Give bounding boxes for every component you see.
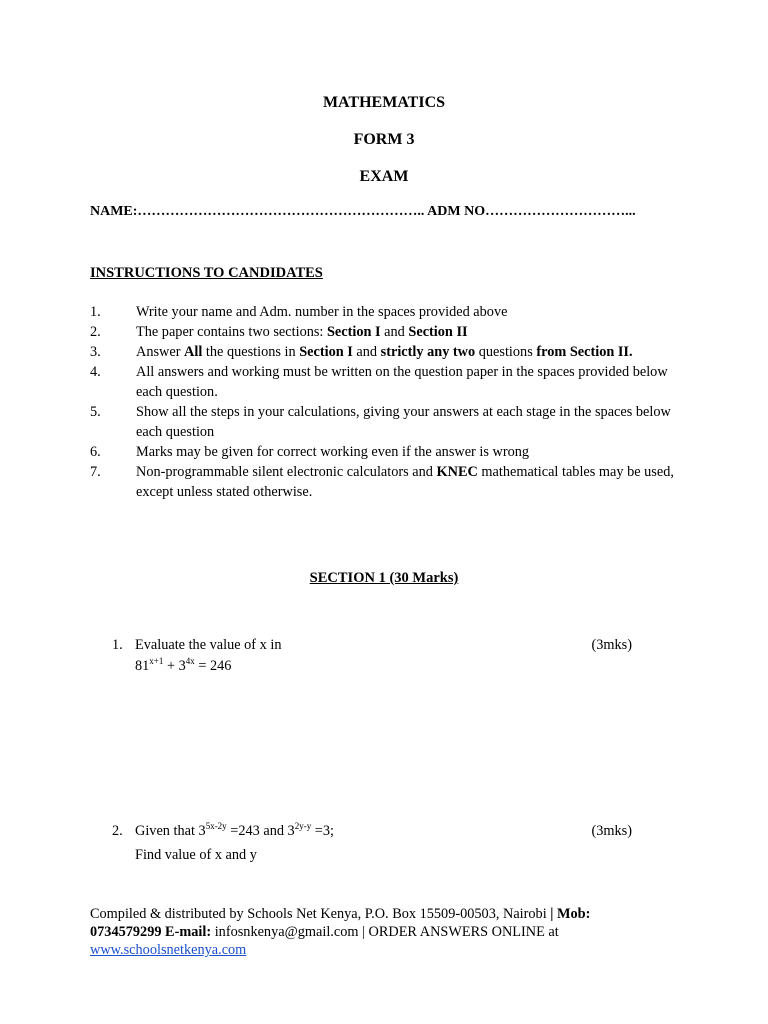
instruction-text: Write your name and Adm. number in the spaces provided above xyxy=(136,304,508,320)
instruction-item xyxy=(90,302,680,322)
instruction-number: 7. xyxy=(90,464,101,480)
question-marks: (3mks) xyxy=(591,637,632,653)
instruction-number: 5. xyxy=(90,404,101,420)
footer xyxy=(90,905,650,959)
footer-separator: | xyxy=(550,906,554,922)
subject-title: MATHEMATICS xyxy=(322,94,446,111)
instruction-item xyxy=(90,362,680,402)
instruction-text: Show all the steps in your calculations, giving your answers at each stage in the spaces below each question xyxy=(136,404,671,440)
instruction-item xyxy=(90,462,680,502)
question-number: 2. xyxy=(112,823,123,839)
name-adm-line: NAME:…………………………………………………….. ADM NO…………………………... xyxy=(90,204,636,219)
question-subtext: Find value of x and y xyxy=(135,847,257,863)
question-1 xyxy=(112,635,632,677)
section-heading: SECTION 1 (30 Marks) xyxy=(309,570,459,586)
instruction-text: Answer All the questions in Section I and strictly any two questions from Section II. xyxy=(136,344,633,360)
form-title: FORM 3 xyxy=(353,131,415,148)
instruction-number: 4. xyxy=(90,364,101,380)
instructions-list xyxy=(90,302,680,502)
footer-email: infosnkenya@gmail.com | ORDER ANSWERS ONLINE at xyxy=(211,924,559,940)
question-text: Given that $3^{5x-2y} =243$ and $3^{2y-y} =3$; xyxy=(135,821,334,839)
instruction-item xyxy=(90,322,680,342)
question-text: Evaluate the value of x in xyxy=(135,637,282,653)
footer-website-link[interactable]: www.schoolsnetkenya.com xyxy=(90,942,247,958)
question-number: 1. xyxy=(112,637,123,653)
question-equation: $81^{x+1} + 3^{4x} = 246$ xyxy=(135,656,232,674)
instruction-number: 2. xyxy=(90,324,101,340)
instructions-heading: INSTRUCTIONS TO CANDIDATES xyxy=(90,265,323,281)
exam-title: EXAM xyxy=(359,168,409,185)
footer-mob-email-label: Mob: 0734579299 E-mail: xyxy=(90,906,591,940)
instruction-number: 3. xyxy=(90,344,101,360)
question-2 xyxy=(112,821,632,866)
instruction-text: Non-programmable silent electronic calculators and KNEC mathematical tables may be used, except unless stated otherwise. xyxy=(136,464,674,500)
question-marks: (3mks) xyxy=(591,823,632,839)
instruction-text: The paper contains two sections: Section I and Section II xyxy=(136,324,468,340)
instruction-text: All answers and working must be written on the question paper in the spaces provided below each question. xyxy=(136,364,668,400)
instruction-text: Marks may be given for correct working even if the answer is wrong xyxy=(136,444,530,460)
instruction-number: 1. xyxy=(90,304,101,320)
instruction-item xyxy=(90,442,680,462)
footer-compiled-text: Compiled & distributed by Schools Net Kenya, P.O. Box 15509-00503, Nairobi xyxy=(90,906,551,922)
instruction-item xyxy=(90,342,680,362)
instruction-item xyxy=(90,402,680,442)
instruction-number: 6. xyxy=(90,444,101,460)
